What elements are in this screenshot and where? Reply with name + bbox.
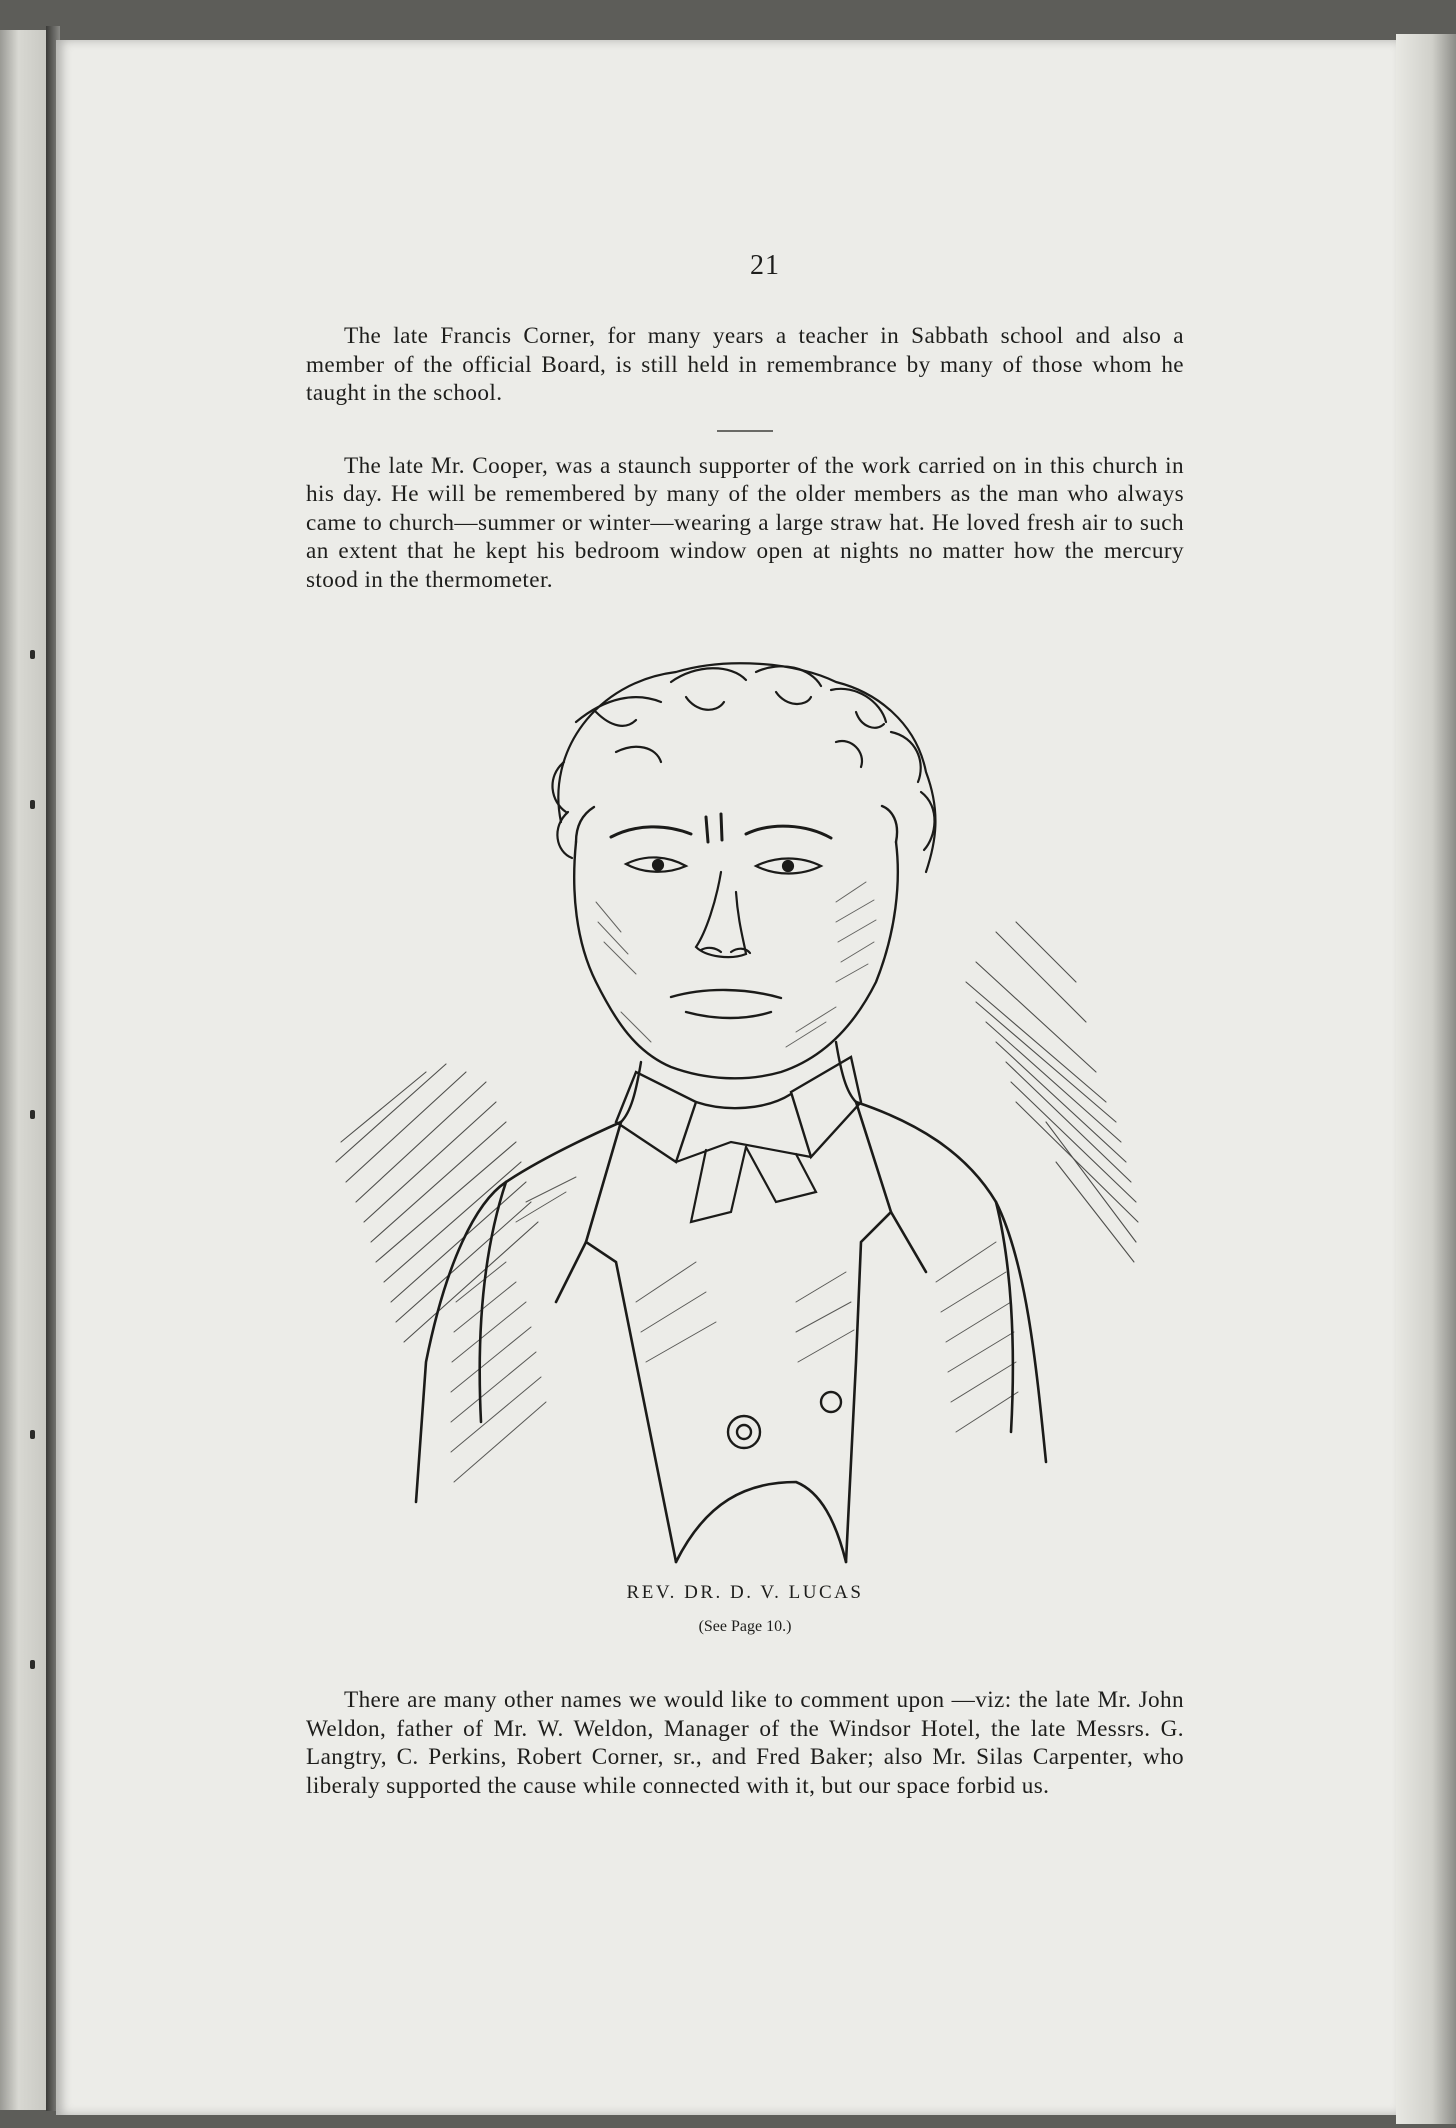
portrait-engraving xyxy=(276,602,1236,1572)
book-page xyxy=(56,40,1396,2115)
section-divider xyxy=(717,430,773,432)
portrait-illustration xyxy=(276,602,1236,1572)
paragraph-mr-cooper: The late Mr. Cooper, was a staunch supporter of the work carried on in this church in his day. He will be remembered by many of the older members as the man who always came to church—summer or winter—wearing a large straw hat. He loved fresh air to such an extent that he kept his bedroom window open at nights no matter how the mercury stood in the thermometer. xyxy=(306,452,1184,593)
binding-stitch xyxy=(30,1110,35,1119)
page-content xyxy=(306,250,1184,1800)
right-page-edge xyxy=(1396,34,1456,2124)
portrait-page-reference: (See Page 10.) xyxy=(698,1618,792,1635)
binding-stitch xyxy=(30,1430,35,1439)
binding-stitch xyxy=(30,650,35,659)
binding-stitch xyxy=(30,800,35,809)
page-number: 21 xyxy=(750,250,780,281)
left-page-edge xyxy=(0,30,46,2110)
binding-stitch xyxy=(30,1660,35,1669)
paragraph-other-names: There are many other names we would like to comment upon —viz: the late Mr. John Weldon, father of Mr. W. Weldon, Manager of the Windsor Hotel, the late Messrs. G. Langtry, C. Perkins, Robert Corner, sr., and Fred Baker; also Mr. Silas Carpenter, who liberaly supported the cause while connected with it, but our space forbid us. xyxy=(306,1687,1184,1799)
paragraph-francis-corner: The late Francis Corner, for many years a teacher in Sabbath school and also a member of the official Board, is still held in remembrance by many of those whom he taught in the school. xyxy=(306,323,1184,406)
portrait-caption: REV. DR. D. V. LUCAS xyxy=(626,1582,864,1603)
